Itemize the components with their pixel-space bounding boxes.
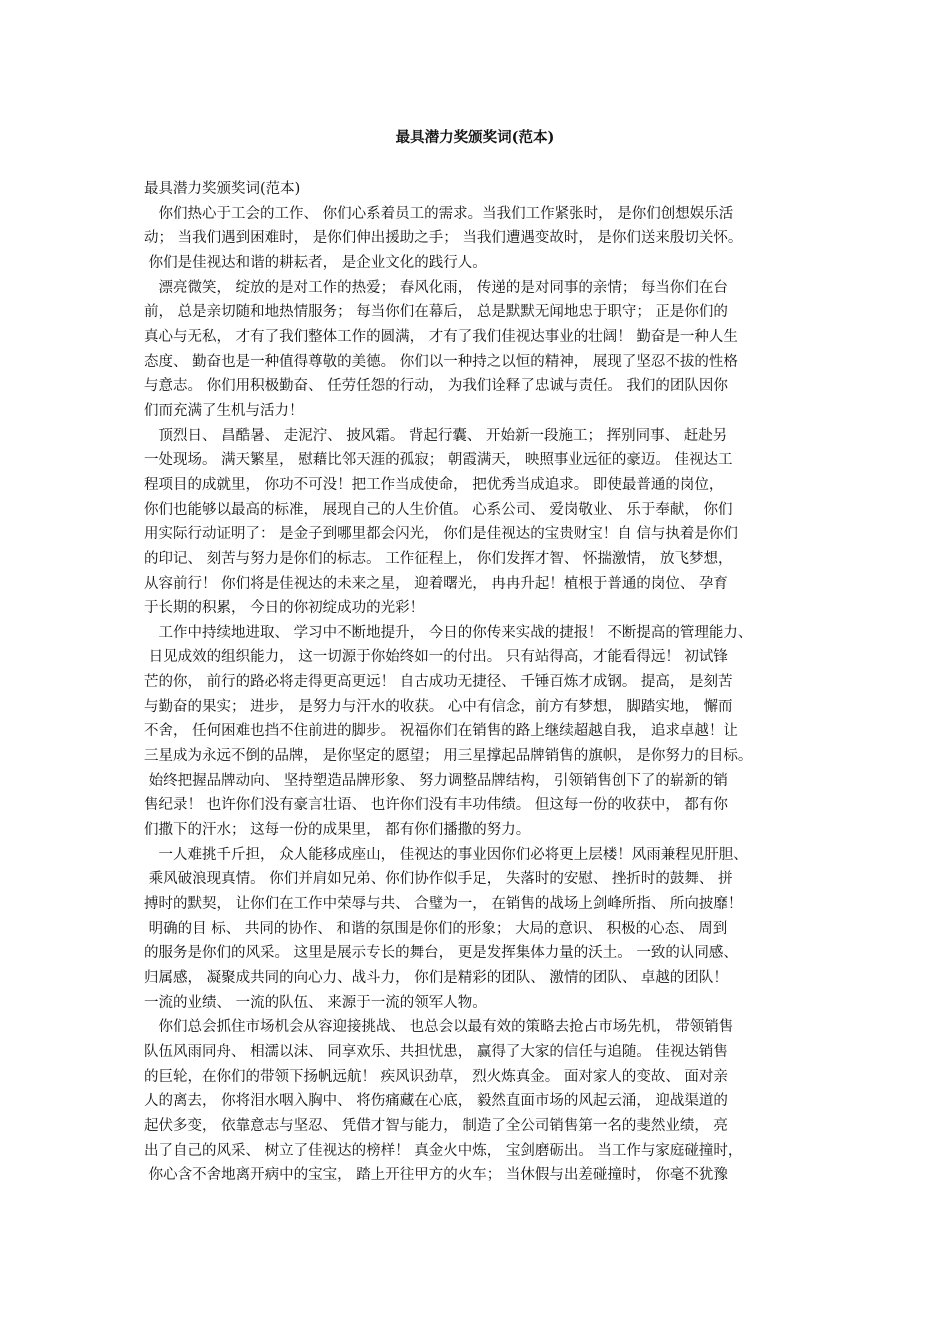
text-line: 从容前行！ 你们将是佳视达的未来之星， 迎着曙光， 冉冉升起！植根于普通的岗位、 孕育 [144, 575, 728, 592]
text-line: 售纪录！ 也许你们没有豪言壮语、 也许你们没有丰功伟绩。 但这每一份的收获中， 都有你 [144, 797, 728, 814]
text-line: 工作中持续地进取、 学习中不断地提升， 今日的你传来实战的捷报！ 不断提高的管理能力、 [144, 624, 753, 641]
text-line: 队伍风雨同舟、 相濡以沫、 同享欢乐、共担忧患， 赢得了大家的信任与追随。 佳视达销售 [144, 1043, 728, 1060]
text-line: 于长期的积累， 今日的你初绽成功的光彩！ [144, 600, 425, 617]
text-line: 真心与无私， 才有了我们整体工作的圆满， 才有了我们佳视达事业的壮阔！ 勤奋是一种人生 [144, 328, 738, 345]
text-line: 顶烈日、 昌酷暑、 走泥泞、 披风霜。 背起行囊、 开始新一段施工； 挥别同事、 赶赴另 [144, 427, 728, 444]
text-line: 动； 当我们遇到困难时， 是你们伸出援助之手； 当我们遭遇变故时， 是你们送来殷切关怀。 [144, 230, 743, 247]
text-line: 一流的业绩、 一流的队伍、 来源于一流的领军人物。 [144, 994, 487, 1011]
text-line: 芒的你， 前行的路必将走得更高更远！ 自古成功无捷径、 千锤百炼才成钢。 提高， 是刻苦 [144, 674, 733, 691]
text-line: 始终把握品牌动向、 坚持塑造品牌形象、 努力调整品牌结构， 引领销售创下了的崭新的销 [144, 772, 728, 789]
text-line: 漂亮微笑， 绽放的是对工作的热爱； 春风化雨， 传递的是对同事的亲情； 每当你们在台 [144, 279, 728, 296]
text-line: 用实际行动证明了： 是金子到哪里都会闪光， 你们是佳视达的宝贵财宝！自 信与执着是你们 [144, 526, 738, 543]
text-line: 程项目的成就里， 你功不可没！把工作当成使命， 把优秀当成追求。 即使最普通的岗位， [144, 476, 724, 493]
text-line: 与勤奋的果实； 进步， 是努力与汗水的收获。 心中有信念，前方有梦想， 脚踏实地， 懈而 [144, 698, 733, 715]
text-line: 你们热心于工会的工作、 你们心系着员工的需求。当我们工作紧张时， 是你们创想娱乐活 [144, 205, 734, 222]
text-line: 前， 总是亲切随和地热情服务； 每当你们在幕后， 总是默默无闻地忠于职守； 正是你们的 [144, 304, 728, 321]
text-line: 的服务是你们的风采。 这里是展示专长的舞台， 更是发挥集体力量的沃土。 一致的认同感、 [144, 945, 738, 962]
text-line: 三星成为永远不倒的品牌， 是你坚定的愿望； 用三星撑起品牌销售的旗帜， 是你努力的目标。 [144, 748, 753, 765]
text-line: 人的离去， 你将泪水咽入胸中、 将伤痛藏在心底， 毅然直面市场的风起云涌， 迎战渠道的 [144, 1093, 728, 1110]
text-line: 的印记、 刻苦与努力是你们的标志。 工作征程上， 你们发挥才智、 怀揣激情， 放飞梦想， [144, 550, 733, 567]
text-line: 一人难挑千斤担， 众人能移成座山， 佳视达的事业因你们必将更上层楼！风雨兼程见肝胆、 [144, 846, 748, 863]
text-line: 最具潜力奖颁奖词(范本) [144, 181, 301, 197]
text-line: 日见成效的组织能力， 这一切源于你始终如一的付出。 只有站得高，才能看得远！ 初试锋 [144, 649, 728, 666]
text-line: 的巨轮，在你们的带领下扬帆远航！ 疾风识劲草， 烈火炼真金。 面对家人的变故、 面对亲 [144, 1068, 728, 1085]
text-line: 起伏多变， 依靠意志与坚忍、 凭借才智与能力， 制造了全公司销售第一名的斐然业绩， 亮 [144, 1117, 728, 1134]
text-line: 乘风破浪现真情。 你们并肩如兄弟、你们协作似手足， 失落时的安慰、 挫折时的鼓舞、 拼 [144, 871, 733, 888]
text-line: 态度、 勤奋也是一种值得尊敬的美德。 你们以一种持之以恒的精神， 展现了坚忍不拔的性格 [144, 353, 738, 370]
text-line: 一处现场。 满天繁星， 慰藉比邻天涯的孤寂； 朝霞满天， 映照事业远征的豪迈。 佳视达工 [144, 452, 733, 469]
document-body [144, 177, 824, 1188]
text-line: 搏时的默契， 让你们在工作中荣辱与共、 合璧为一， 在销售的战场上剑峰所指、 所向披靡！ [144, 896, 743, 913]
text-line: 你心含不舍地离开病中的宝宝， 踏上开往甲方的火车； 当休假与出差碰撞时， 你毫不犹豫 [144, 1167, 728, 1184]
text-line: 们而充满了生机与活力！ [144, 402, 304, 419]
text-line: 归属感， 凝聚成共同的向心力、战斗力， 你们是精彩的团队、 激情的团队、 卓越的团队！ [144, 970, 728, 986]
text-line: 你们总会抓住市场机会从容迎接挑战、 也总会以最有效的策略去抢占市场先机， 带领销售 [144, 1019, 734, 1036]
text-line: 明确的目 标、 共同的协作、 和谐的氛围是你们的形象； 大局的意识、 积极的心态、 周到 [144, 920, 728, 937]
text-line: 不舍， 任何困难也挡不住前进的脚步。 祝福你们在销售的路上继续超越自我， 追求卓越！让 [144, 723, 738, 740]
text-line: 出了自己的风采、 树立了佳视达的榜样！ 真金火中炼， 宝剑磨砺出。 当工作与家庭碰撞时， [144, 1142, 743, 1159]
text-line: 们撒下的汗水； 这每一份的成果里， 都有你们播撒的努力。 [144, 822, 531, 839]
text-line: 你们也能够以最高的标准， 展现自己的人生价值。 心系公司、 爱岗敬业、 乐于奉献， 你们 [144, 501, 733, 518]
text-line: 与意志。 你们用积极勤奋、 任劳任怨的行动， 为我们诠释了忠诚与责任。 我们的团队因你 [144, 378, 728, 395]
document-title: 最具潜力奖颁奖词(范本) [395, 129, 555, 146]
text-line: 你们是佳视达和谐的耕耘者， 是企业文化的践行人。 [144, 254, 487, 271]
